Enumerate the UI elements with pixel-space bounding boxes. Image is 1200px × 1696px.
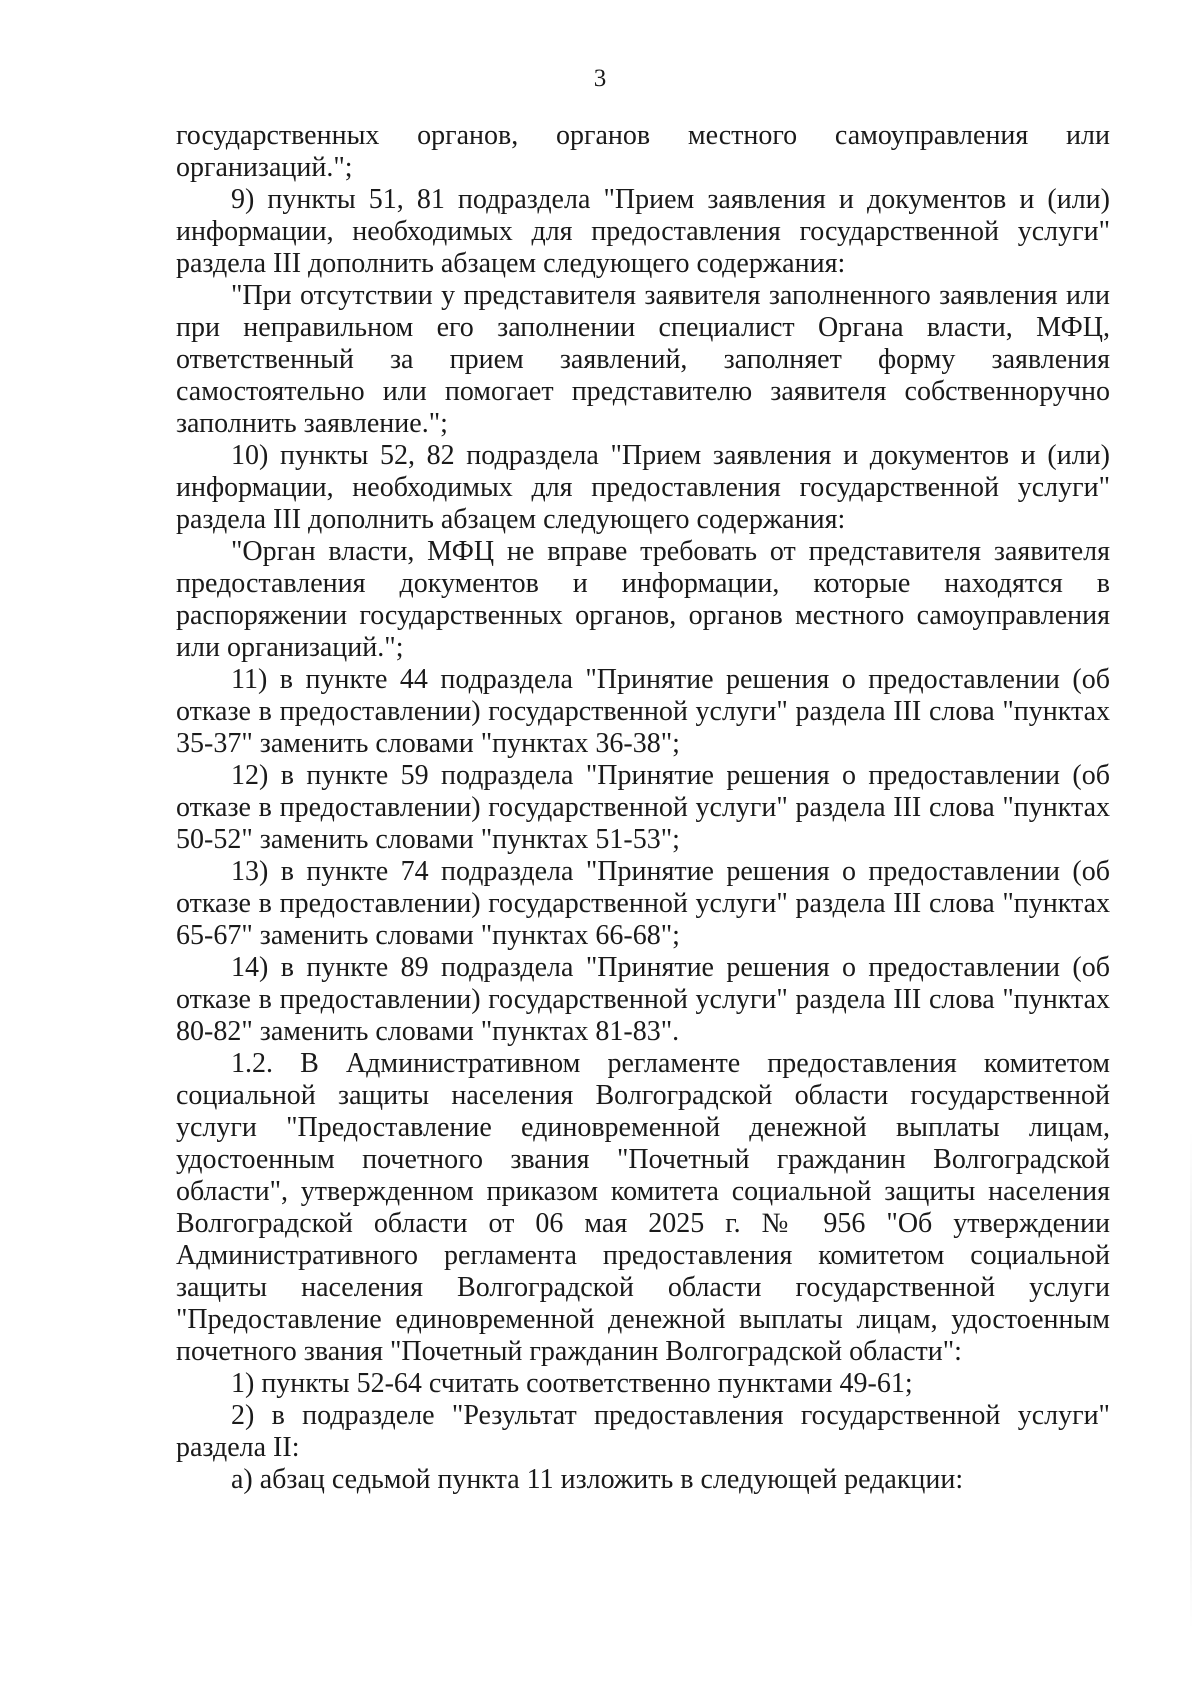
paragraph-item-13: 13) в пункте 74 подраздела "Принятие решения о предоставлении (об отказе в предоставлении) государственной услуги" раздела III слова "пунктах 65-67" заменить словами "пунктах 66-68";: [176, 856, 1110, 951]
paragraph-subitem-a: а) абзац седьмой пункта 11 изложить в следующей редакции:: [231, 1464, 964, 1495]
paragraph-item-12: 12) в пункте 59 подраздела "Принятие решения о предоставлении (об отказе в предоставлении) государственной услуги" раздела III слова "пунктах 50-52" заменить словами "пунктах 51-53";: [176, 760, 1110, 855]
paragraph-item-10: 10) пункты 52, 82 подраздела "Прием заявления и документов и (или) информации, необходимых для предоставления государственной услуги" раздела III дополнить абзацем следующего содержания:: [176, 440, 1110, 535]
scan-edge-shadow: [1190, 1130, 1192, 1630]
paragraph-continuation: государственных органов, органов местного самоуправления или организаций.";: [176, 120, 1110, 183]
page-number: 3: [593, 65, 607, 92]
paragraph-item-14: 14) в пункте 89 подраздела "Принятие решения о предоставлении (об отказе в предоставлении) государственной услуги" раздела III слова "пунктах 80-82" заменить словами "пунктах 81-83".: [176, 952, 1110, 1047]
paragraph-quote-authority-mfc: "Орган власти, МФЦ не вправе требовать от представителя заявителя предоставления документов и информации, которые находятся в распоряжении государственных органов, органов местного самоуправления или организаций.";: [176, 536, 1110, 663]
paragraph-item-11: 11) в пункте 44 подраздела "Принятие решения о предоставлении (об отказе в предоставлении) государственной услуги" раздела III слова "пунктах 35-37" заменить словами "пунктах 36-38";: [176, 664, 1110, 759]
paragraph-subitem-2: 2) в подразделе "Результат предоставления государственной услуги" раздела II:: [176, 1400, 1110, 1463]
paragraph-item-9: 9) пункты 51, 81 подраздела "Прием заявления и документов и (или) информации, необходимых для предоставления государственной услуги" раздела III дополнить абзацем следующего содержания:: [176, 184, 1110, 279]
paragraph-subitem-1: 1) пункты 52-64 считать соответственно пунктами 49-61;: [231, 1368, 913, 1399]
paragraph-quote-representative-form: "При отсутствии у представителя заявителя заполненного заявления или при неправильном его заполнении специалист Органа власти, МФЦ, ответственный за прием заявлений, заполняет форму заявления самостоятельно или помогает представителю заявителя собственноручно заполнить заявление.";: [176, 280, 1110, 439]
document-body: [176, 120, 1110, 1496]
paragraph-section-1-2: 1.2. В Административном регламенте предоставления комитетом социальной защиты населения Волгоградской области государственной услуги "Предоставление единовременной денежной выплаты лицам, удостоенным почетного звания "Почетный гражданин Волгоградской области", утвержденном приказом комитета социальной защиты населения Волгоградской области от 06 мая 2025 г. № 956 "Об утверждении Административного регламента предоставления комитетом социальной защиты населения Волгоградской области государственной услуги "Предоставление единовременной денежной выплаты лицам, удостоенным почетного звания "Почетный гражданин Волгоградской области":: [176, 1048, 1110, 1367]
